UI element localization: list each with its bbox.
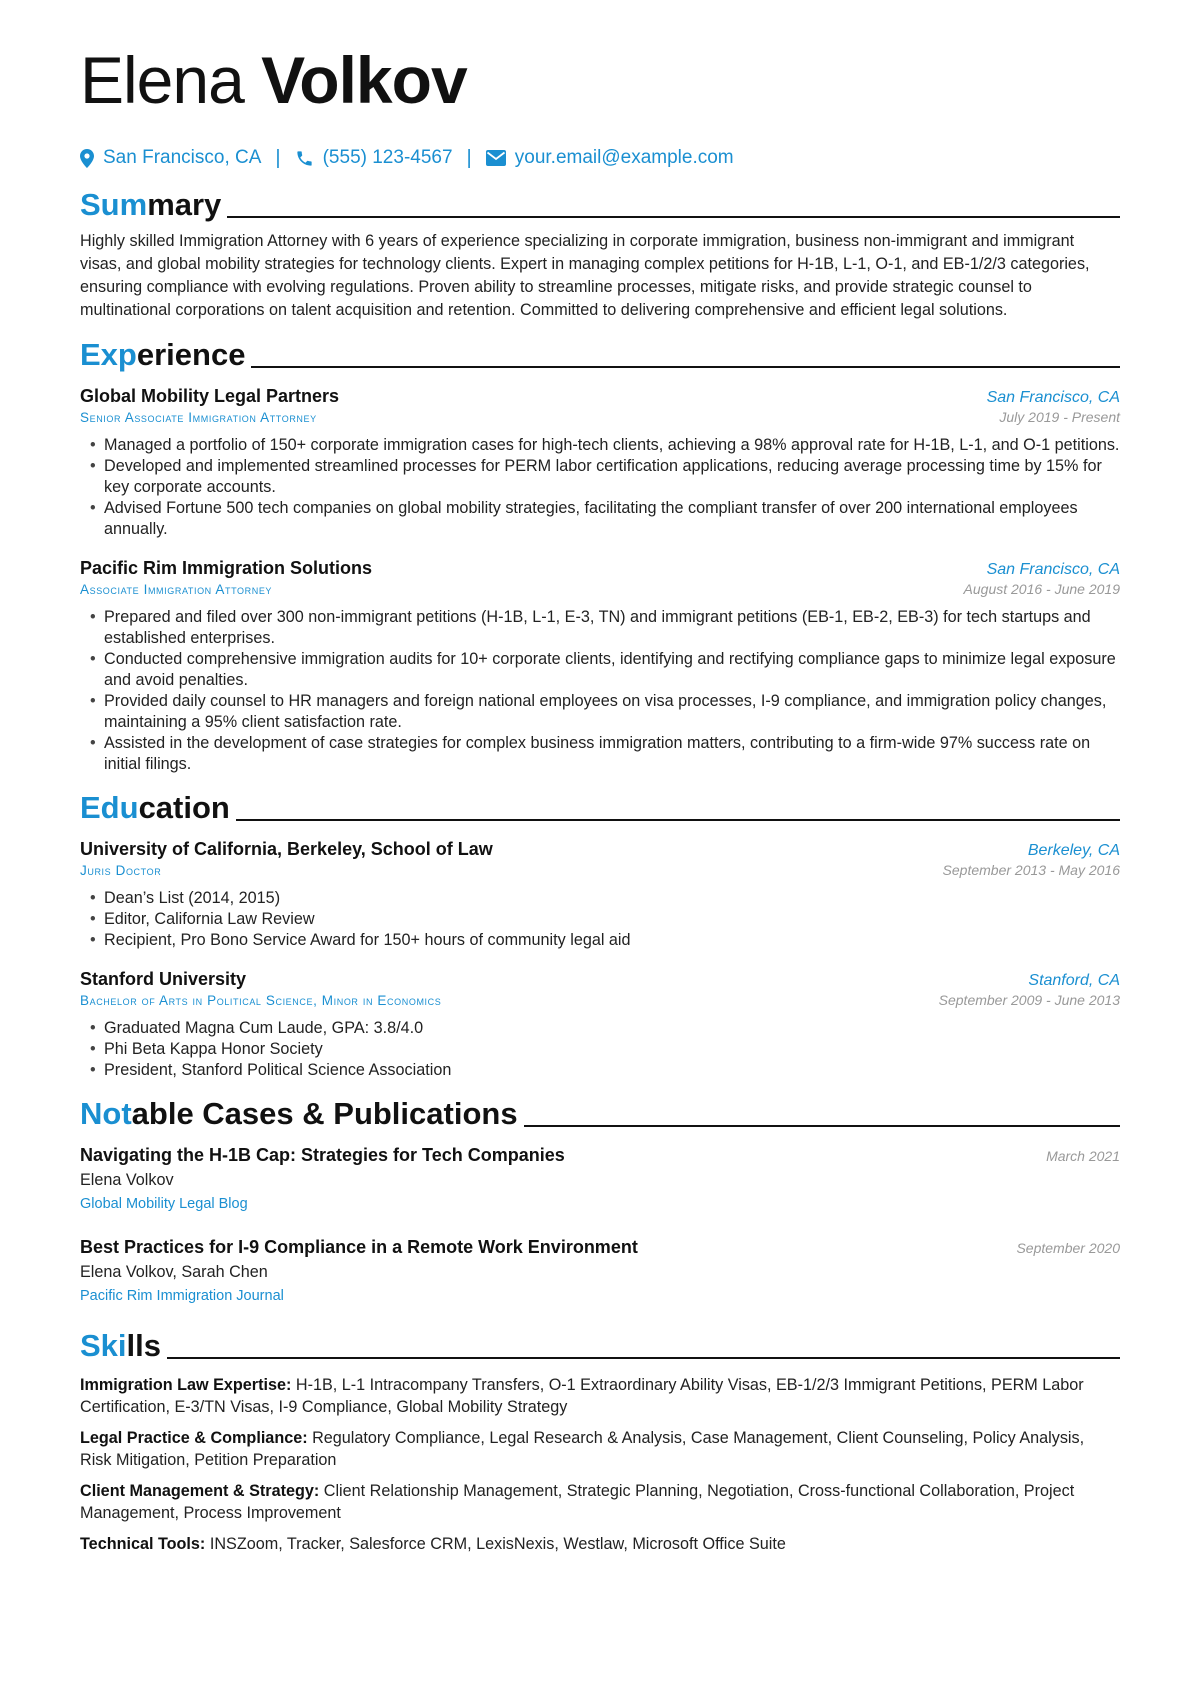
job-bullets — [80, 435, 1120, 540]
last-name: Volkov — [261, 43, 467, 117]
list-item: • Editor, California Law Review — [104, 909, 1120, 930]
experience-heading: Exp erience — [80, 336, 1120, 374]
skill-line — [80, 1533, 1120, 1555]
phone-icon — [295, 149, 314, 168]
school-location: Stanford, CA — [1028, 972, 1120, 989]
list-item: • Assisted in the development of case strategies for complex business immigration matters, contributing to a firm-wide 97% success rate on initial filings. — [104, 733, 1120, 775]
publication-date: March 2021 — [1046, 1148, 1120, 1164]
publication-venue: Pacific Rim Immigration Journal — [80, 1288, 284, 1304]
job-role: Senior Associate Immigration Attorney — [80, 410, 317, 425]
job-location: San Francisco, CA — [986, 389, 1120, 406]
skill-value: Client Relationship Management, Strategic Planning, Negotiation, Cross-functional Collaboration, Project Management, Process Improvement — [80, 1482, 1075, 1522]
education-entry — [80, 967, 1120, 1081]
experience-entry — [80, 556, 1120, 775]
skills-heading: Ski lls — [80, 1327, 1120, 1365]
phone-text[interactable]: (555) 123-4567 — [322, 147, 453, 168]
school-dates: September 2009 - June 2013 — [938, 992, 1120, 1008]
list-item: • Conducted comprehensive immigration audits for 10+ corporate clients, identifying and rectifying compliance gaps to minimize legal exposure and avoid penalties. — [104, 649, 1120, 691]
school-location: Berkeley, CA — [1027, 842, 1120, 859]
contact-separator: | — [275, 146, 281, 169]
education-bullets — [80, 888, 1120, 951]
location-text: San Francisco, CA — [103, 147, 262, 168]
job-role: Associate Immigration Attorney — [80, 582, 273, 597]
company-name: Global Mobility Legal Partners — [80, 386, 340, 406]
contact-separator: | — [466, 146, 472, 169]
publication-entry — [80, 1143, 1120, 1215]
publication-date: September 2020 — [1016, 1240, 1120, 1256]
list-item: • President, Stanford Political Science Association — [104, 1060, 1120, 1081]
publication-title: Best Practices for I-9 Compliance in a Remote Work Environment — [80, 1237, 638, 1257]
skill-value: INSZoom, Tracker, Salesforce CRM, LexisNexis, Westlaw, Microsoft Office Suite — [209, 1535, 786, 1553]
candidate-name — [80, 40, 1120, 120]
email-link[interactable]: your.email@example.com — [514, 147, 734, 168]
contact-phone[interactable] — [295, 147, 453, 169]
school-name: Stanford University — [80, 969, 247, 989]
job-dates: August 2016 - June 2019 — [963, 581, 1120, 597]
job-location: San Francisco, CA — [986, 561, 1120, 578]
section-rule — [167, 1357, 1120, 1359]
education-entry — [80, 837, 1120, 951]
degree: Juris Doctor — [80, 863, 162, 878]
skill-label: Client Management & Strategy: — [80, 1482, 320, 1500]
list-item: • Developed and implemented streamlined processes for PERM labor certification applications, reducing average processing time by 15% for key corporate accounts. — [104, 456, 1120, 498]
skill-value: Regulatory Compliance, Legal Research & Analysis, Case Management, Client Counseling, Policy Analysis, Risk Mitigation, Petition Preparation — [80, 1429, 1085, 1469]
school-name: University of California, Berkeley, School of Law — [80, 839, 493, 859]
list-item: • Recipient, Pro Bono Service Award for 150+ hours of community legal aid — [104, 930, 1120, 951]
job-dates: July 2019 - Present — [999, 409, 1120, 425]
degree: Bachelor of Arts in Political Science, Minor in Economics — [80, 993, 442, 1008]
summary-heading: Sum mary — [80, 186, 1120, 224]
experience-entry — [80, 384, 1120, 540]
contact-bar — [80, 144, 1120, 172]
school-dates: September 2013 - May 2016 — [942, 862, 1120, 878]
first-name: Elena — [80, 43, 244, 117]
job-bullets — [80, 607, 1120, 775]
section-rule — [236, 819, 1120, 821]
education-heading: Edu cation — [80, 789, 1120, 827]
list-item: • Provided daily counsel to HR managers and foreign national employees on visa processes, I-9 compliance, and immigration policy changes, maintaining a 95% client satisfaction rate. — [104, 691, 1120, 733]
resume-page — [80, 40, 1120, 1555]
summary-text: Highly skilled Immigration Attorney with 6 years of experience specializing in corporate immigration, business non-immigrant and immigrant visas, and global mobility strategies for technology clients. Expert in managing complex petitions for H-1B, L-1, O-1, and EB-1/2/3 categories, ensuring compliance with evolving regulations. Proven ability to streamline processes, mitigate risks, and provide strategic counsel to multinational corporations on talent acquisition and retention. Committed to delivering comprehensive and efficient legal solutions. — [80, 232, 1090, 319]
contact-email[interactable] — [486, 147, 734, 169]
skill-line — [80, 1480, 1120, 1524]
publication-venue: Global Mobility Legal Blog — [80, 1196, 248, 1212]
skill-label: Legal Practice & Compliance: — [80, 1429, 308, 1447]
section-rule — [251, 366, 1120, 368]
publication-entry — [80, 1235, 1120, 1307]
skill-label: Immigration Law Expertise: — [80, 1376, 292, 1394]
publication-authors: Elena Volkov — [80, 1171, 174, 1189]
list-item: • Dean’s List (2014, 2015) — [104, 888, 1120, 909]
section-rule — [227, 216, 1120, 218]
list-item: • Phi Beta Kappa Honor Society — [104, 1039, 1120, 1060]
publication-title: Navigating the H-1B Cap: Strategies for Tech Companies — [80, 1145, 565, 1165]
list-item: • Managed a portfolio of 150+ corporate immigration cases for high-tech clients, achieving a 98% approval rate for H-1B, L-1, and O-1 petitions. — [104, 435, 1120, 456]
publication-authors: Elena Volkov, Sarah Chen — [80, 1263, 268, 1281]
company-name: Pacific Rim Immigration Solutions — [80, 558, 373, 578]
list-item: • Prepared and filed over 300 non-immigrant petitions (H-1B, L-1, E-3, TN) and immigrant petitions (EB-1, EB-2, EB-3) for tech startups and established enterprises. — [104, 607, 1120, 649]
education-bullets — [80, 1018, 1120, 1081]
publications-heading: Not able Cases & Publications — [80, 1095, 1120, 1133]
map-marker-icon — [80, 149, 94, 168]
list-item: • Graduated Magna Cum Laude, GPA: 3.8/4.0 — [104, 1018, 1120, 1039]
envelope-icon — [486, 150, 506, 166]
list-item: • Advised Fortune 500 tech companies on global mobility strategies, facilitating the compliant transfer of over 200 international employees annually. — [104, 498, 1120, 540]
skill-value: H-1B, L-1 Intracompany Transfers, O-1 Extraordinary Ability Visas, EB-1/2/3 Immigrant Petitions, PERM Labor Certification, E-3/TN Visas, I-9 Compliance, Global Mobility Strategy — [80, 1376, 1084, 1416]
section-rule — [524, 1125, 1120, 1127]
skill-label: Technical Tools: — [80, 1535, 206, 1553]
contact-location — [80, 147, 261, 169]
skill-line — [80, 1427, 1120, 1471]
skill-line — [80, 1374, 1120, 1418]
